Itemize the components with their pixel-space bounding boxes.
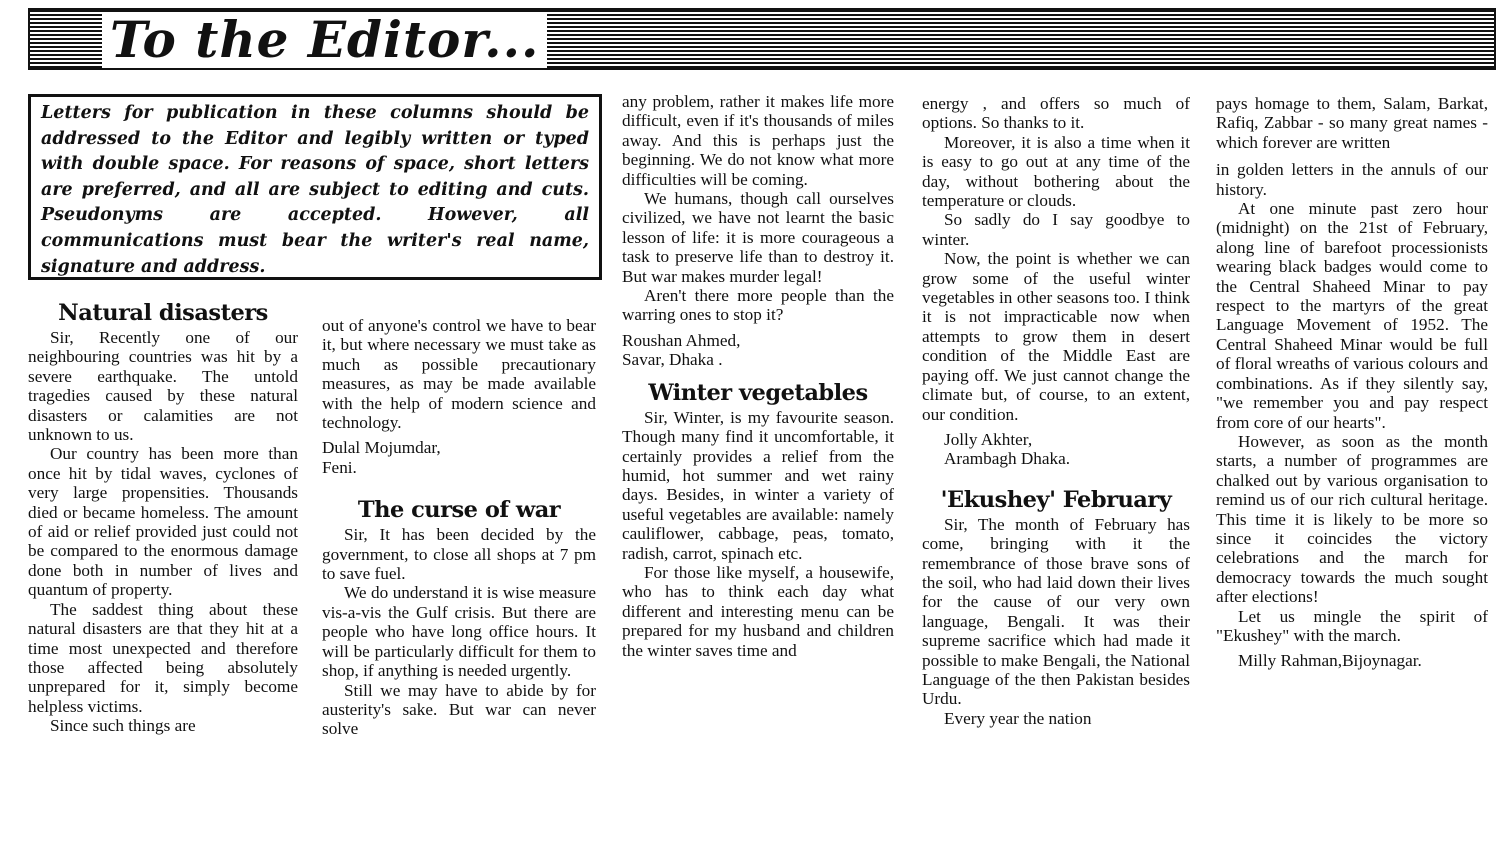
heading-natural-disasters: Natural disasters: [58, 300, 268, 326]
column-4: [922, 94, 1190, 728]
signature-location: Feni.: [322, 457, 357, 477]
letter-paragraph: Let us mingle the spirit of "Ekushey" with the march.: [1216, 606, 1488, 645]
letter-paragraph: Sir, It has been decided by the government, to close all shops at 7 pm to save fuel.: [322, 525, 596, 584]
editorial-notice: Letters for publication in these columns should be addressed to the Editor and legibly written or typed with double space. For reasons of space, short letters are preferred, and all are subject to editing and cuts. Pseudonyms are accepted. However, all communications must bear the writer's real name, signature and address.: [28, 94, 602, 280]
column-2: [322, 316, 596, 739]
signature-name: Dulal Mojumdar,: [322, 438, 441, 458]
heading-winter-vegetables: Winter vegetables: [648, 379, 868, 406]
letter-paragraph: Still we may have to abide by for austerity's sake. But war can never solve: [322, 680, 596, 739]
masthead: [28, 8, 1496, 70]
letter-paragraph: Since such things are: [50, 716, 196, 736]
letter-paragraph: For those like myself, a housewife, who has to think each day what different and interesting menu can be prepared for my husband and children the winter saves time and: [622, 562, 894, 660]
letter-paragraph: However, as soon as the month starts, a number of programmes are chalked out by various organisation to remind us of our rich cultural heritage. This time it is likely to be more so since it coincides the victory celebrations and the march for democracy towards the much sought after elections!: [1216, 431, 1488, 607]
letter-paragraph: Sir, The month of February has come, bringing with it the remembrance of those brave sons of the soil, who had laid down their lives for the cause of our very own language, Bengali. It was their supreme sacrifice which had made it possible to make Bengali, the National Language of the then Pakistan besides Urdu.: [922, 514, 1190, 709]
heading-ekushey-february: 'Ekushey' February: [940, 486, 1172, 513]
heading-curse-of-war: The curse of war: [357, 497, 561, 524]
letter-paragraph: Sir, Recently one of our neighbouring countries was hit by a severe earthquake. The untold tragedies caused by these natural disasters or calamities are not unknown to us.: [28, 328, 298, 445]
letter-paragraph: At one minute past zero hour (midnight) on the 21st of February, along line of barefoot processionists wearing black badges would come to the Central Shaheed Minar to pay respect to the martyrs of the great Language Movement of 1952. The Central Shaheed Minar would be full of floral wreaths of various colours and combinations. As if they silently say, "we remember you and pay respect from core of our hearts".: [1216, 199, 1488, 432]
column-1: [28, 298, 298, 736]
letter-paragraph: Now, the point is whether we can grow some of the useful winter vegetables in other seasons too. I think it is not impracticable now when attempts to grow them in desert condition of the Middle East are paying off. We just cannot change the climate but, of course, to an extent, our condition.: [922, 249, 1190, 424]
column-3: [622, 92, 894, 660]
letter-paragraph: We do understand it is wise measure vis-a-vis the Gulf crisis. But there are people who have long office hours. It will be particularly difficult for them to shop, if anything is needed urgently.: [322, 583, 596, 681]
letter-paragraph: in golden letters in the annuls of our history.: [1216, 160, 1488, 199]
signature-location: Savar, Dhaka .: [622, 350, 723, 370]
letter-paragraph: The saddest thing about these natural disasters are that they hit at a time most unexpected and therefore those affected being absolutely unprepared for it, simply become helpless victims.: [28, 599, 298, 716]
letter-paragraph: Every year the nation: [944, 708, 1092, 728]
letter-paragraph: Our country has been more than once hit by tidal waves, cyclones of very large propensities. Thousands died or became homeless. The amount of aid or relief provided just could not be compared to the enormous damage done both in number of lives and quantum of property.: [28, 444, 298, 600]
signature-name: Milly Rahman,Bijoynagar.: [1238, 651, 1422, 671]
letter-paragraph: pays homage to them, Salam, Barkat, Rafiq, Zabbar - so many great names - which forever are written: [1216, 94, 1488, 152]
column-5: [1216, 94, 1488, 671]
letter-paragraph: Sir, Winter, is my favourite season. Though many find it uncomfortable, it certainly provides a relief from the humid, hot summer and wet rainy days. Besides, in winter a variety of useful vegetables are available: namely cauliflower, cabbage, peas, tomato, radish, carrot, spinach etc.: [622, 407, 894, 563]
letter-paragraph: any problem, rather it makes life more difficult, even if it's thousands of miles away. And this is perhaps just the beginning. We do not know what more difficulties will be coming.: [622, 92, 894, 189]
signature-location: Arambagh Dhaka.: [944, 449, 1070, 469]
letter-paragraph: out of anyone's control we have to bear it, but where necessary we must take as much as possible precautionary measures, as may be made available with the help of modern science and technology.: [322, 316, 596, 433]
masthead-title: To the Editor...: [102, 12, 547, 68]
letter-paragraph: So sadly do I say goodbye to winter.: [922, 210, 1190, 249]
signature-name: Roushan Ahmed,: [622, 330, 741, 350]
letter-paragraph: We humans, though call ourselves civilized, we have not learnt the basic lesson of life: it is more courageous a task to preserve life than to destroy it. But war makes murder legal!: [622, 189, 894, 286]
letter-paragraph: Moreover, it is also a time when it is easy to go out at any time of the day, without bothering about the temperature or clouds.: [922, 132, 1190, 211]
signature-name: Jolly Akhter,: [944, 429, 1033, 449]
letter-paragraph: Aren't there more people than the warring ones to stop it?: [622, 286, 894, 325]
letter-paragraph: energy , and offers so much of options. So thanks to it.: [922, 94, 1190, 133]
